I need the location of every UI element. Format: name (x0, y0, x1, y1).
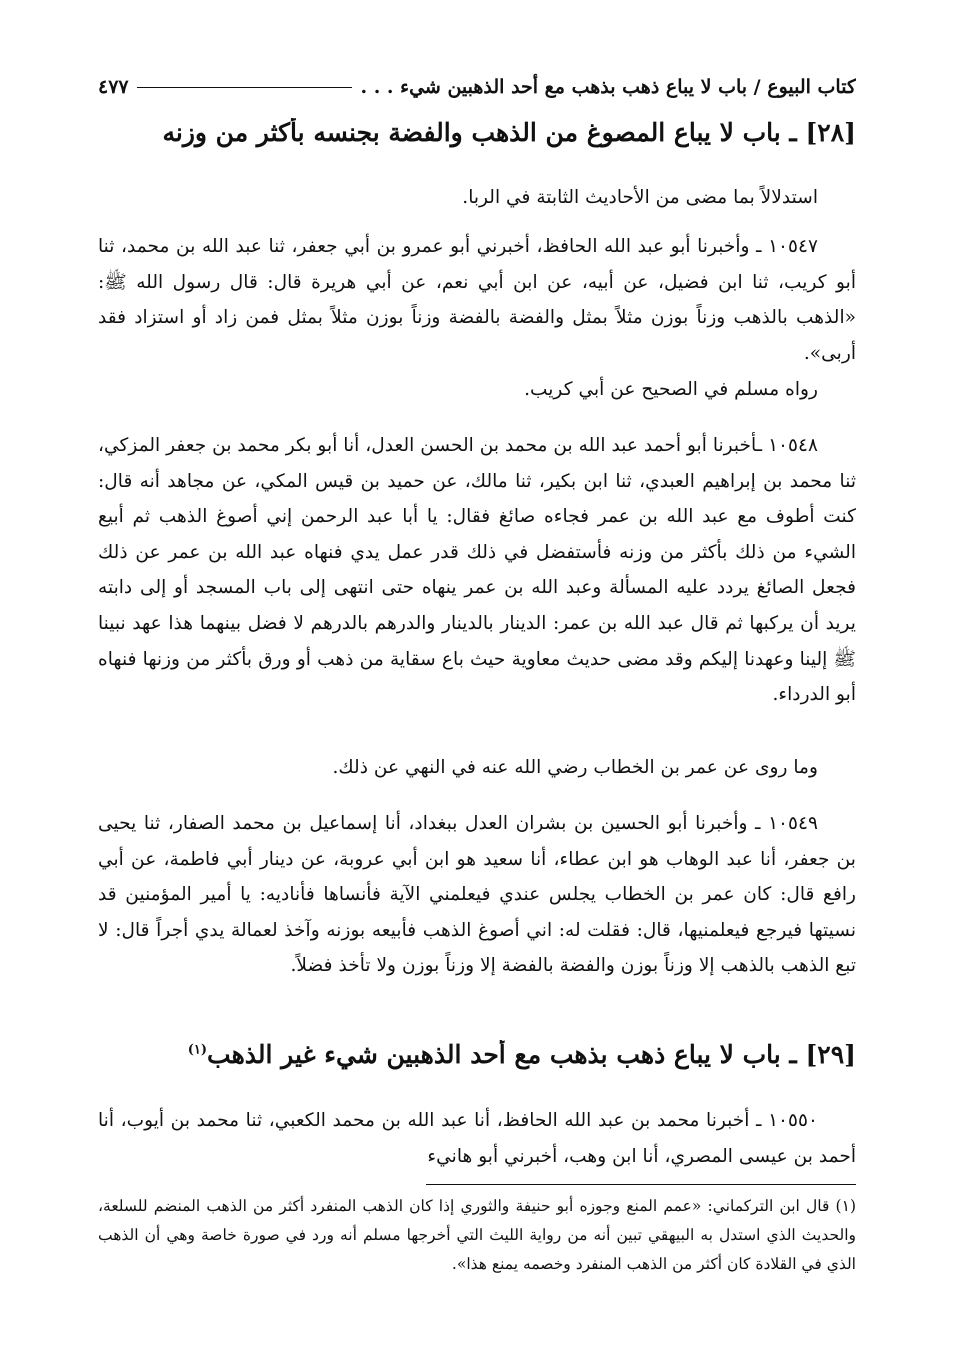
hadith-10548: ١٠٥٤٨ ـأخبرنا أبو أحمد عبد الله بن محمد بن الحسن العدل، أنا أبو بكر محمد بن جعفر المزكي، ثنا محمد بن إبراهيم العبدي، ثنا ابن بكير، ثنا مالك، عن حميد بن قيس المكي، عن مجاهد أنه قال: كنت أطوف مع عبد الله بن عمر فجاءه صائغ فقال: يا أبا عبد الرحمن إني أصوغ الذهب ثم أبيع الشيء من ذلك بأكثر من وزنه فأستفضل في ذلك قدر عمل يدي فنهاه عبد الله بن عمر عن ذلك فجعل الصائغ يردد عليه المسألة وعبد الله بن عمر ينهاه حتى انتهى إلى باب المسجد أو إلى دابته يريد أن يركبها ثم قال عبد الله بن عمر: الدينار بالدينار والدرهم بالدرهم لا فضل بينهما هذا عهد نبينا ﷺ إلينا وعهدنا إليكم وقد مضى حديث معاوية حيث باع سقاية من ذهب أو ورق بأكثر من وزنها فنهاه أبو الدرداء. (98, 435, 856, 706)
umar-note: وما روى عن عمر بن الخطاب رضي الله عنه في النهي عن ذلك. (332, 757, 818, 778)
section-title-29-text: [٢٩] ـ باب لا يباع ذهب بذهب مع أحد الذهبين شيء غير الذهب (207, 1040, 856, 1069)
footnote-1: (١) قال ابن التركماني: «عمم المنع وجوزه أبو حنيفة والثوري إذا كان الذهب المنفرد أكثر من الذهب المنضم للسلعة، والحديث الذي استدل به البيهقي تبين أنه من رواية الليث التي أخرجها مسلم أنه ورد في صورة خاصة وهي أن الذهب الذي في القلادة كان أكثر من الذهب المنفرد وخصمه يمنع هذا». (98, 1197, 856, 1273)
riwaya-note: رواه مسلم في الصحيح عن أبي كريب. (524, 379, 818, 400)
section-title-29 (98, 1040, 856, 1080)
footnote-marker: (١) (187, 1042, 208, 1058)
section-title-28: [٢٨] ـ باب لا يباع المصوغ من الذهب والفضة بجنسه بأكثر من وزنه (162, 118, 856, 147)
page-number: ٤٧٧ (98, 76, 129, 98)
hadith-10547: ١٠٥٤٧ ـ وأخبرنا أبو عبد الله الحافظ، أخبرني أبو عمرو بن أبي جعفر، ثنا عبد الله بن محمد، ثنا أبو كريب، ثنا ابن فضيل، عن أبيه، عن ابن أبي نعم، عن أبي هريرة قال: قال رسول الله ﷺ: «الذهب بالذهب وزناً بوزن مثلاً بمثل والفضة بالفضة وزناً بوزن مثلاً بمثل فمن زاد أو استزاد فقد أربى». (98, 236, 856, 364)
hadith-10550: ١٠٥٥٠ ـ أخبرنا محمد بن عبد الله الحافظ، أنا عبد الله بن محمد الكعبي، ثنا محمد بن أيوب، أنا أحمد بن عيسى المصري، أنا ابن وهب، أخبرني أبو هانيء (98, 1110, 856, 1167)
footnote-separator (426, 1184, 856, 1185)
running-title: كتاب البيوع / باب لا يباع ذهب بذهب مع أحد الذهبين شيء . . . (360, 76, 856, 98)
hadith-10549: ١٠٥٤٩ ـ وأخبرنا أبو الحسين بن بشران العدل ببغداد، أنا إسماعيل بن محمد الصفار، ثنا يحيى بن جعفر، أنا عبد الوهاب هو ابن عطاء، أنا سعيد هو ابن أبي عروبة، عن دينار أبي فاطمة، عن أبي رافع قال: كان عمر بن الخطاب يجلس عندي فيعلمني الآية فأنساها فأناديه: يا أمير المؤمنين قد نسيتها فيرجع فيعلمنيها، قال: فقلت له: اني أصوغ الذهب فأبيعه بوزنه وآخذ لعمالة يدي أجراً قال: لا تبع الذهب بالذهب إلا وزناً بوزن والفضة بالفضة إلا وزناً بوزن ولا تأخذ فضلاً. (98, 813, 856, 977)
header-rule (137, 87, 353, 88)
intro-paragraph: استدلالاً بما مضى من الأحاديث الثابتة في الربا. (462, 187, 818, 208)
running-header (98, 70, 856, 104)
